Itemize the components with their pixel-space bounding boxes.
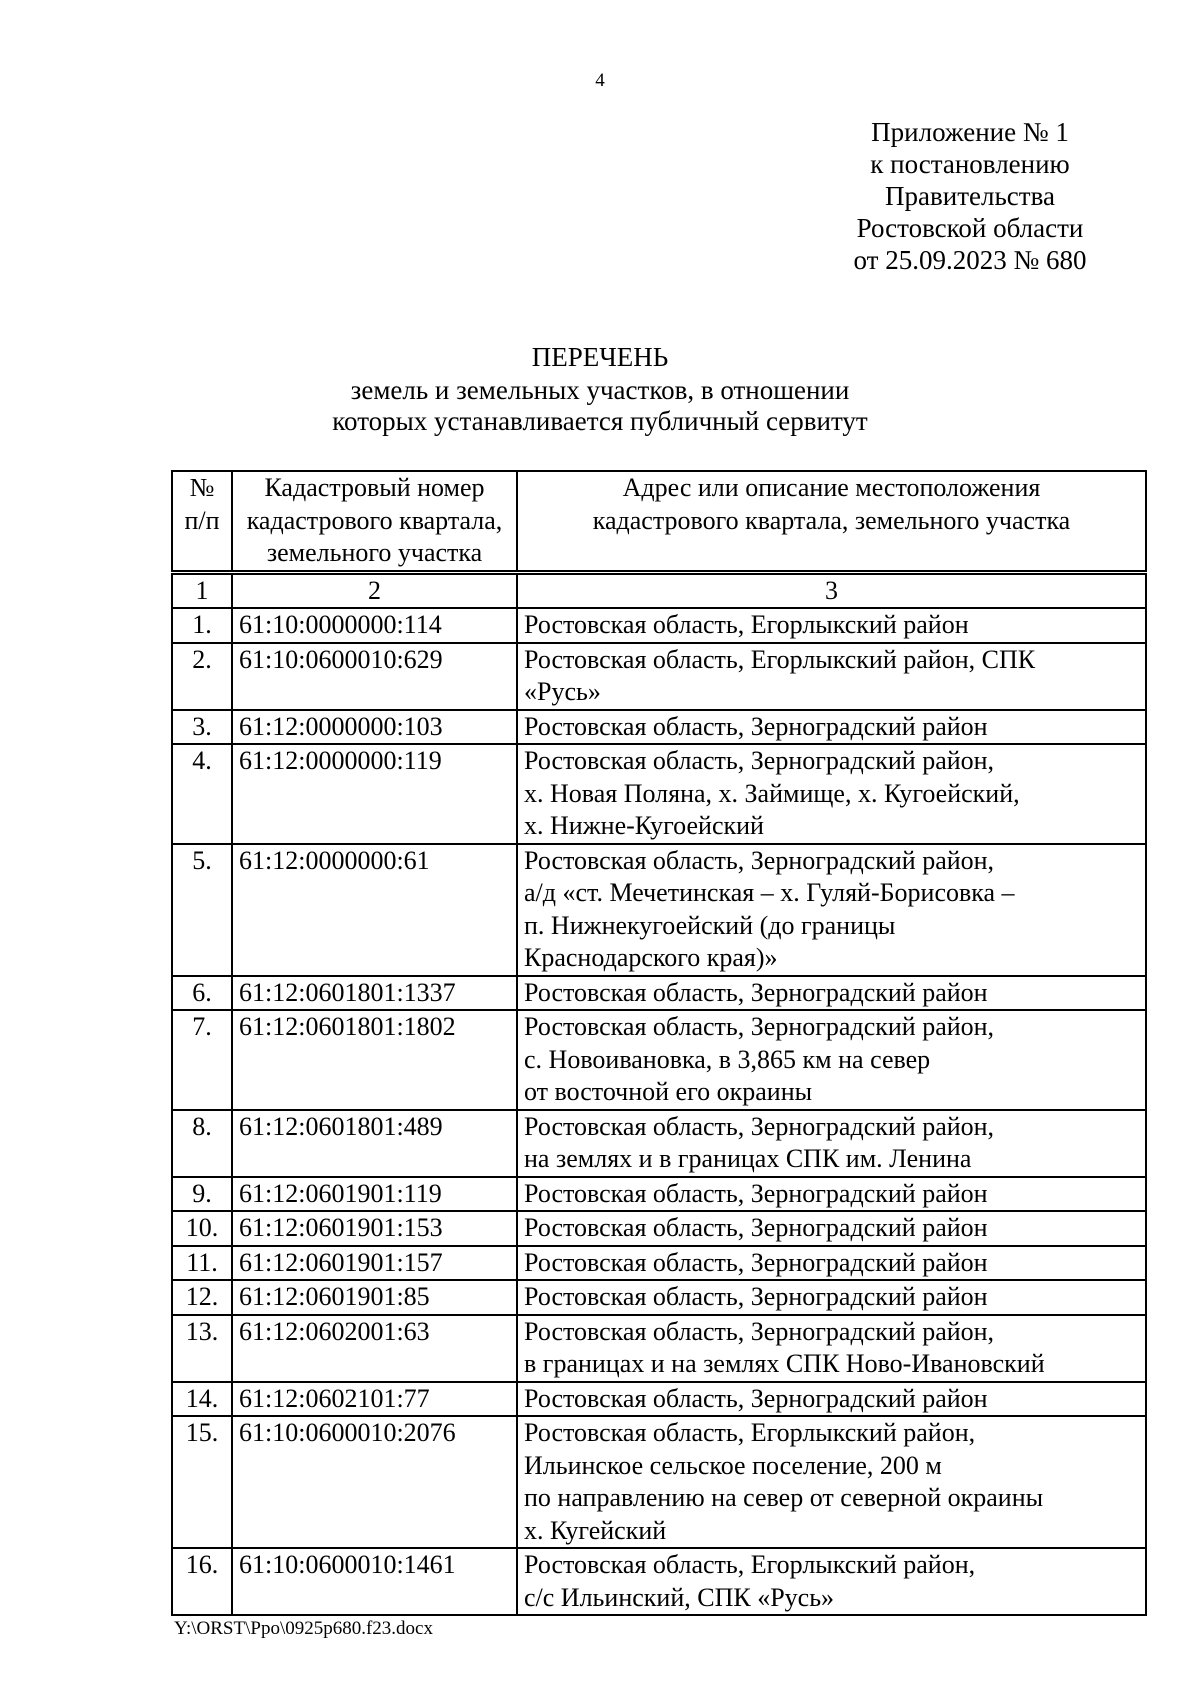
header-number: № п/п — [172, 471, 232, 572]
document-subtitle-line: которых устанавливается публичный сервитут — [332, 406, 868, 436]
address-line: Ростовская область, Егорлыкский район, — [524, 1418, 976, 1447]
address-line: с. Новоивановка, в 3,865 км на север — [524, 1044, 931, 1074]
address-line: с/с Ильинский, СПК «Русь» — [524, 1582, 835, 1612]
address-cell — [517, 1382, 1146, 1417]
cadastral-number: 61:12:0601901:119 — [232, 1177, 517, 1212]
address-line: «Русь» — [524, 677, 601, 706]
table-row — [172, 1416, 1146, 1548]
address-line: Ростовская область, Зерноградский район, — [524, 1111, 995, 1141]
address-line: Ростовская область, Зерноградский район — [524, 1213, 988, 1242]
column-number: 3 — [517, 572, 1146, 608]
row-number: 12. — [172, 1280, 232, 1315]
table-row — [172, 1010, 1146, 1110]
address-cell — [517, 643, 1146, 710]
appendix-line: Ростовской области — [856, 213, 1084, 243]
parcels-table — [171, 470, 1147, 1616]
cadastral-number: 61:10:0600010:629 — [232, 643, 517, 710]
address-line: Ростовская область, Зерноградский район, — [524, 845, 995, 875]
appendix-line: от 25.09.2023 № 680 — [853, 245, 1087, 275]
row-number: 14. — [172, 1382, 232, 1417]
row-number: 10. — [172, 1211, 232, 1246]
address-line: Ростовская область, Зерноградский район — [524, 711, 988, 741]
address-line: Ильинское сельское поселение, 200 м — [524, 1450, 942, 1480]
table-row — [172, 1110, 1146, 1177]
appendix-line: Правительства — [885, 181, 1055, 211]
table-row — [172, 976, 1146, 1011]
address-cell — [517, 608, 1146, 643]
address-cell — [517, 1280, 1146, 1315]
table-row — [172, 1280, 1146, 1315]
appendix-line: Приложение № 1 — [871, 117, 1069, 147]
row-number: 3. — [172, 710, 232, 745]
address-line: Ростовская область, Егорлыкский район — [524, 610, 969, 639]
address-line: х. Нижне-Кугоейский — [524, 811, 764, 840]
address-line: Ростовская область, Зерноградский район, — [524, 746, 995, 775]
cadastral-number: 61:12:0601801:489 — [232, 1110, 517, 1177]
row-number: 1. — [172, 608, 232, 643]
table-row — [172, 608, 1146, 643]
address-cell — [517, 1177, 1146, 1212]
row-number: 5. — [172, 844, 232, 976]
address-cell — [517, 976, 1146, 1011]
cadastral-number: 61:10:0000000:114 — [232, 608, 517, 643]
address-line: Ростовская область, Егорлыкский район, СПК — [524, 644, 1036, 674]
header-address: Адрес или описание местоположения кадастрового квартала, земельного участка — [517, 471, 1146, 572]
row-number: 2. — [172, 643, 232, 710]
page-number: 4 — [595, 70, 605, 91]
address-line: Ростовская область, Егорлыкский район, — [524, 1550, 976, 1579]
cadastral-number: 61:12:0602101:77 — [232, 1382, 517, 1417]
address-line: а/д «ст. Мечетинская – х. Гуляй-Борисовка – — [524, 878, 1015, 907]
cadastral-number: 61:12:0000000:103 — [232, 710, 517, 745]
document-subtitle-line: земель и земельных участков, в отношении — [350, 375, 850, 405]
column-number: 2 — [232, 572, 517, 608]
address-cell — [517, 1010, 1146, 1110]
appendix-line: к постановлению — [870, 149, 1070, 179]
address-cell — [517, 1315, 1146, 1382]
address-cell — [517, 1548, 1146, 1615]
address-cell — [517, 1211, 1146, 1246]
address-cell — [517, 744, 1146, 844]
table-row — [172, 1315, 1146, 1382]
table-row — [172, 1177, 1146, 1212]
cadastral-number: 61:12:0601901:153 — [232, 1211, 517, 1246]
row-number: 6. — [172, 976, 232, 1011]
address-cell — [517, 1110, 1146, 1177]
address-line: Ростовская область, Зерноградский район — [524, 1282, 988, 1311]
address-line: по направлению на север от северной окраины — [524, 1483, 1044, 1512]
address-line: Ростовская область, Зерноградский район — [524, 1247, 988, 1277]
cadastral-number: 61:12:0601801:1802 — [232, 1010, 517, 1110]
table-row — [172, 1548, 1146, 1615]
cadastral-number: 61:12:0000000:119 — [232, 744, 517, 844]
cadastral-number: 61:12:0000000:61 — [232, 844, 517, 976]
address-cell — [517, 1416, 1146, 1548]
address-line: Краснодарского края)» — [524, 943, 778, 972]
document-heading — [0, 342, 1200, 437]
row-number: 16. — [172, 1548, 232, 1615]
appendix-block — [820, 116, 1120, 276]
address-line: х. Новая Поляна, х. Займище, х. Кугоейский, — [524, 778, 1020, 808]
cadastral-number: 61:10:0600010:2076 — [232, 1416, 517, 1548]
header-cadastral: Кадастровый номер кадастрового квартала, земельного участка — [232, 471, 517, 572]
cadastral-number: 61:12:0601901:157 — [232, 1246, 517, 1281]
address-line: Ростовская область, Зерноградский район, — [524, 1012, 995, 1041]
file-path-footer: Y:\ORST\Ppo\0925p680.f23.docx — [174, 1618, 433, 1639]
row-number: 13. — [172, 1315, 232, 1382]
table-row — [172, 844, 1146, 976]
address-line: п. Нижнекугоейский (до границы — [524, 910, 896, 940]
row-number: 11. — [172, 1246, 232, 1281]
address-line: от восточной его окраины — [524, 1077, 813, 1106]
cadastral-number: 61:12:0602001:63 — [232, 1315, 517, 1382]
table-row — [172, 1246, 1146, 1281]
address-cell — [517, 710, 1146, 745]
address-line: в границах и на землях СПК Ново-Ивановский — [524, 1349, 1045, 1378]
table-row — [172, 643, 1146, 710]
table-row — [172, 1211, 1146, 1246]
address-line: Ростовская область, Зерноградский район, — [524, 1316, 995, 1346]
address-cell — [517, 1246, 1146, 1281]
row-number: 15. — [172, 1416, 232, 1548]
table-header-row — [172, 471, 1146, 572]
address-line: Ростовская область, Зерноградский район — [524, 1178, 988, 1208]
address-line: х. Кугейский — [524, 1515, 667, 1545]
row-number: 9. — [172, 1177, 232, 1212]
cadastral-number: 61:12:0601801:1337 — [232, 976, 517, 1011]
column-number-row — [172, 572, 1146, 608]
row-number: 7. — [172, 1010, 232, 1110]
row-number: 8. — [172, 1110, 232, 1177]
document-title: ПЕРЕЧЕНЬ — [531, 342, 669, 372]
table-row — [172, 710, 1146, 745]
row-number: 4. — [172, 744, 232, 844]
cadastral-number: 61:12:0601901:85 — [232, 1280, 517, 1315]
table-row — [172, 744, 1146, 844]
address-line: на землях и в границах СПК им. Ленина — [524, 1144, 972, 1173]
table-row — [172, 1382, 1146, 1417]
column-number: 1 — [172, 572, 232, 608]
address-line: Ростовская область, Зерноградский район — [524, 1383, 988, 1413]
address-cell — [517, 844, 1146, 976]
address-line: Ростовская область, Зерноградский район — [524, 977, 988, 1007]
cadastral-number: 61:10:0600010:1461 — [232, 1548, 517, 1615]
